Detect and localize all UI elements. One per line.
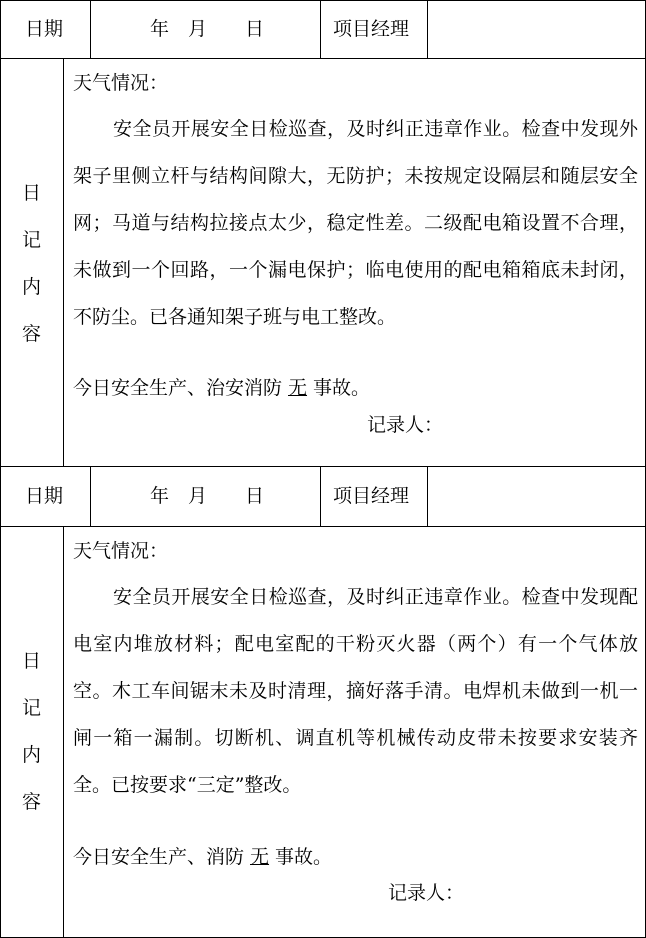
project-manager-label: 项目经理: [333, 18, 410, 40]
content-label: 日 记 内 容: [21, 650, 41, 813]
content-label: 日 记 内 容: [21, 182, 41, 345]
project-manager-label: 项目经理: [333, 485, 410, 507]
accident-value: 无: [288, 377, 308, 399]
date-label: 日期: [25, 485, 64, 507]
accident-line: 今日安全生产、消防 无 事故。: [73, 846, 333, 868]
weather-label: 天气情况：: [73, 540, 169, 562]
date-value: 年 月 日: [150, 485, 265, 507]
accident-value: 无: [250, 846, 270, 868]
weather-label: 天气情况：: [73, 72, 169, 94]
log-body: 安全员开展安全日检巡查，及时纠正违章作业。检查中发现配电室内堆放材料；配电室配的干粉灭火器（两个）有一个气体放空。木工车间锯末未及时清理，摘好落手清。电焊机未做到一机一闸一箱一漏制。切断机、调直机等机械传动皮带未按要求安装齐全。已按要求“三定”整改。: [73, 586, 638, 796]
recorder-label: 记录人：: [388, 882, 465, 904]
project-manager-value[interactable]: [432, 6, 640, 52]
date-label: 日期: [25, 18, 64, 40]
date-value: 年 月 日: [150, 18, 265, 40]
recorder-label: 记录人：: [367, 414, 444, 436]
project-manager-value[interactable]: [432, 473, 640, 519]
log-body: 安全员开展安全日检巡查，及时纠正违章作业。检查中发现外架子里侧立杆与结构间隙大，无防护；未按规定设隔层和随层安全网；马道与结构拉接点太少，稳定性差。二级配电箱设置不合理，未做到一个回路，一个漏电保护；临电使用的配电箱箱底未封闭，不防尘。已各通知架子班与电工整改。: [73, 118, 638, 328]
accident-line: 今日安全生产、治安消防 无 事故。: [73, 377, 371, 399]
